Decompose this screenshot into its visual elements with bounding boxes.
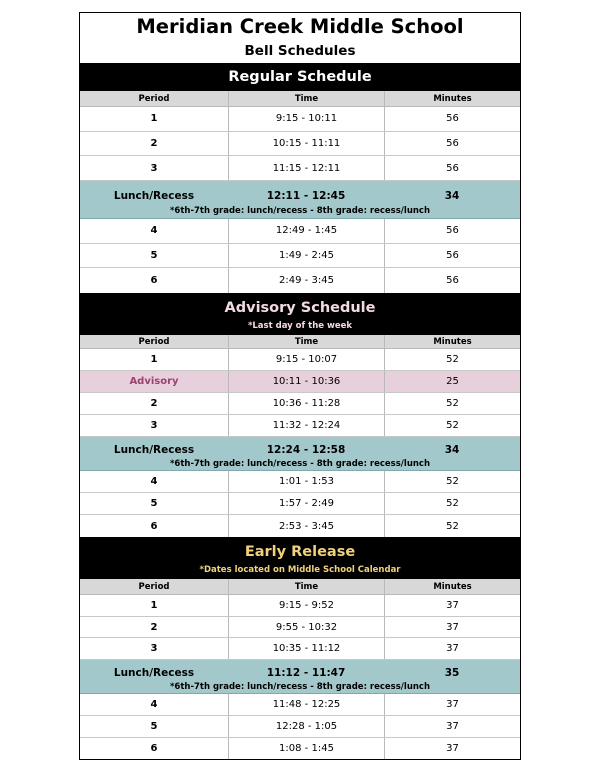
time-cell: 2:49 - 3:45 xyxy=(228,268,384,293)
column-header-minutes: Minutes xyxy=(384,91,520,106)
school-title: Meridian Creek Middle School xyxy=(136,14,464,38)
early-release-header xyxy=(80,537,520,579)
period-cell: 6 xyxy=(150,275,158,287)
table-row xyxy=(80,415,520,437)
column-header-period: Period xyxy=(138,336,170,347)
period-cell: 4 xyxy=(150,699,158,710)
table-row xyxy=(80,738,520,759)
period-cell: 5 xyxy=(150,250,158,262)
advisory-schedule-header xyxy=(80,293,520,335)
time-cell: 10:36 - 11:28 xyxy=(228,393,384,414)
minutes-cell: 52 xyxy=(384,415,520,436)
lunch-note: *6th-7th grade: lunch/recess - 8th grade: recess/lunch xyxy=(169,682,431,692)
early-release-title: Early Release xyxy=(244,544,356,560)
minutes-cell: 37 xyxy=(384,595,520,616)
page-subtitle: Bell Schedules xyxy=(244,43,356,59)
advisory-column-headers xyxy=(80,335,520,349)
time-cell: 12:49 - 1:45 xyxy=(228,219,384,243)
time-cell: 1:57 - 2:49 xyxy=(228,493,384,514)
minutes-cell: 56 xyxy=(384,219,520,243)
period-cell: 2 xyxy=(150,621,158,633)
time-cell: 11:48 - 12:25 xyxy=(228,694,384,715)
minutes-cell: 56 xyxy=(384,107,520,131)
minutes-cell: 37 xyxy=(384,716,520,737)
table-row xyxy=(80,694,520,716)
lunch-recess-row xyxy=(80,437,520,471)
regular-schedule-title: Regular Schedule xyxy=(228,69,372,85)
column-header-minutes: Minutes xyxy=(384,579,520,594)
table-row xyxy=(80,268,520,293)
period-cell: 3 xyxy=(150,643,158,655)
lunch-minutes: 35 xyxy=(444,667,460,679)
minutes-cell: 37 xyxy=(384,638,520,659)
minutes-cell: 52 xyxy=(384,515,520,537)
time-cell: 9:15 - 10:11 xyxy=(228,107,384,131)
early-release-note: *Dates located on Middle School Calendar xyxy=(199,565,401,575)
time-cell: 12:28 - 1:05 xyxy=(228,716,384,737)
table-row xyxy=(80,595,520,617)
period-cell: 5 xyxy=(150,498,158,509)
minutes-cell: 37 xyxy=(384,738,520,759)
bell-schedule-sheet xyxy=(79,12,521,760)
regular-column-headers xyxy=(80,91,520,107)
minutes-cell: 37 xyxy=(384,694,520,715)
minutes-cell: 56 xyxy=(384,244,520,268)
table-row xyxy=(80,515,520,537)
lunch-label: Lunch/Recess xyxy=(113,444,195,456)
lunch-label: Lunch/Recess xyxy=(113,667,195,679)
period-cell: 1 xyxy=(150,599,158,611)
time-cell: 9:15 - 10:07 xyxy=(228,349,384,370)
advisory-period-row xyxy=(80,371,520,393)
period-cell: 4 xyxy=(150,225,158,237)
time-cell: 11:32 - 12:24 xyxy=(228,415,384,436)
table-row xyxy=(80,107,520,132)
table-row xyxy=(80,244,520,269)
table-row xyxy=(80,617,520,639)
table-row xyxy=(80,493,520,515)
period-cell: 3 xyxy=(150,162,158,174)
lunch-label: Lunch/Recess xyxy=(113,190,195,202)
table-row xyxy=(80,471,520,493)
period-cell: 6 xyxy=(150,520,158,532)
period-cell: 5 xyxy=(150,721,158,732)
lunch-minutes: 34 xyxy=(444,190,460,202)
time-cell: 1:49 - 2:45 xyxy=(228,244,384,268)
minutes-cell: 25 xyxy=(384,371,520,392)
lunch-note: *6th-7th grade: lunch/recess - 8th grade: recess/lunch xyxy=(169,459,431,469)
lunch-recess-row xyxy=(80,660,520,694)
lunch-time: 11:12 - 11:47 xyxy=(266,667,346,679)
column-header-time: Time xyxy=(228,579,384,594)
minutes-cell: 52 xyxy=(384,349,520,370)
minutes-cell: 52 xyxy=(384,393,520,414)
table-row xyxy=(80,156,520,181)
minutes-cell: 56 xyxy=(384,132,520,156)
lunch-note: *6th-7th grade: lunch/recess - 8th grade: recess/lunch xyxy=(169,206,431,216)
period-cell: 4 xyxy=(150,476,158,487)
time-cell: 1:01 - 1:53 xyxy=(228,471,384,492)
time-cell: 10:11 - 10:36 xyxy=(228,371,384,392)
period-cell: 2 xyxy=(150,137,158,149)
column-header-period: Period xyxy=(138,581,170,592)
advisory-period-label: Advisory xyxy=(129,376,179,387)
table-row xyxy=(80,219,520,244)
column-header-time: Time xyxy=(228,335,384,348)
period-cell: 1 xyxy=(150,354,158,365)
table-row xyxy=(80,393,520,415)
lunch-time: 12:24 - 12:58 xyxy=(266,444,346,456)
minutes-cell: 37 xyxy=(384,617,520,638)
time-cell: 2:53 - 3:45 xyxy=(228,515,384,537)
minutes-cell: 52 xyxy=(384,493,520,514)
period-cell: 2 xyxy=(150,398,158,409)
period-cell: 6 xyxy=(150,743,158,754)
table-row xyxy=(80,716,520,738)
column-header-minutes: Minutes xyxy=(384,335,520,348)
time-cell: 9:55 - 10:32 xyxy=(228,617,384,638)
early-column-headers xyxy=(80,579,520,595)
regular-schedule-header xyxy=(80,63,520,91)
period-cell: 3 xyxy=(150,420,158,431)
minutes-cell: 52 xyxy=(384,471,520,492)
minutes-cell: 56 xyxy=(384,268,520,293)
column-header-time: Time xyxy=(228,91,384,106)
time-cell: 11:15 - 12:11 xyxy=(228,156,384,180)
period-cell: 1 xyxy=(150,113,158,125)
lunch-time: 12:11 - 12:45 xyxy=(266,190,346,202)
time-cell: 10:35 - 11:12 xyxy=(228,638,384,659)
time-cell: 9:15 - 9:52 xyxy=(228,595,384,616)
table-row xyxy=(80,638,520,660)
advisory-schedule-title: Advisory Schedule xyxy=(224,300,376,316)
column-header-period: Period xyxy=(138,93,170,104)
table-row xyxy=(80,132,520,157)
lunch-minutes: 34 xyxy=(444,444,460,456)
time-cell: 10:15 - 11:11 xyxy=(228,132,384,156)
advisory-note: *Last day of the week xyxy=(247,321,353,331)
table-row xyxy=(80,349,520,371)
minutes-cell: 56 xyxy=(384,156,520,180)
time-cell: 1:08 - 1:45 xyxy=(228,738,384,759)
lunch-recess-row xyxy=(80,181,520,219)
